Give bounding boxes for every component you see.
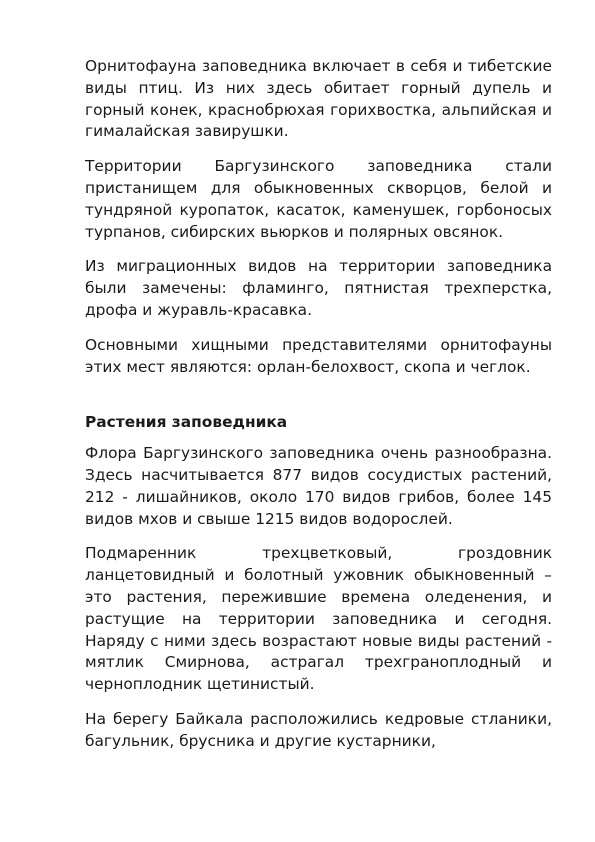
paragraph-relict-plants: Подмаренник трехцветковый, гроздовник ланцетовидный и болотный ужовник обыкновенный – это растения, пережившие времена оледенения, и растущие на территории заповедника и сегодня. Наряду с ними здесь возрастают новые виды растений - мятлик Смирнова, астрагал трехграноплодный и черноплодник щетинистый. (85, 544, 552, 694)
paragraph-flora: Флора Баргузинского заповедника очень разнообразна. Здесь насчитывается 877 видов сосудистых растений, 212 - лишайников, около 170 видов грибов, более 145 видов мхов и свыше 1215 видов водорослей. (85, 444, 552, 528)
paragraph-predators: Основными хищными представителями орнитофауны этих мест являются: орлан-белохвост, скопа и чеглок. (85, 335, 552, 376)
paragraph-baikal-shore: На берегу Байкала расположились кедровые стланики, багульник, брусника и другие кустарники, (85, 709, 552, 750)
section-heading-plants: Растения заповедника (85, 413, 288, 432)
document-page (85, 56, 552, 766)
paragraph-bird-species: Орнитофауна заповедника включает в себя и тибетские виды птиц. Из них здесь обитает горный дупель и горный конек, краснобрюхая горихвостка, альпийская и гималайская завирушки. (85, 57, 552, 141)
paragraph-reserve-territory: Территории Баргузинского заповедника стали пристанищем для обыкновенных скворцов, белой и тундряной куропаток, касаток, каменушек, горбоносых турпанов, сибирских вьюрков и полярных овсянок. (85, 157, 552, 241)
paragraph-migratory-species: Из миграционных видов на территории заповедника были замечены: фламинго, пятнистая трехперстка, дрофа и журавль-красавка. (85, 257, 552, 319)
